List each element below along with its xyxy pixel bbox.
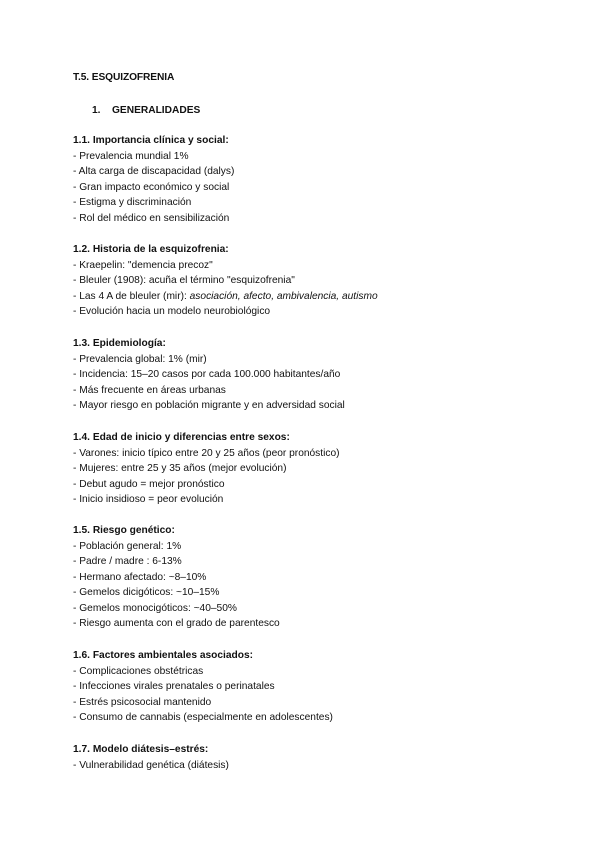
main-heading-label: GENERALIDADES (112, 105, 201, 116)
list-item: - Prevalencia global: 1% (mir) (73, 353, 207, 365)
list-item: - Población general: 1% (73, 540, 182, 552)
section-factores-ambientales (73, 648, 553, 726)
section-heading: 1.1. Importancia clínica y social: (73, 135, 229, 146)
list-item: - Estrés psicosocial mantenido (73, 696, 212, 708)
section-heading: 1.3. Epidemiología: (73, 338, 166, 349)
list-item: - Infecciones virales prenatales o perinatales (73, 681, 275, 692)
section-heading: 1.2. Historia de la esquizofrenia: (73, 244, 229, 255)
list-item: - Hermano afectado: ~8–10% (73, 571, 207, 583)
list-item: - Riesgo aumenta con el grado de parentesco (73, 618, 280, 629)
section-edad-inicio (73, 430, 553, 508)
list-item: - Rol del médico en sensibilización (73, 212, 230, 224)
section-heading: 1.7. Modelo diátesis–estrés: (73, 744, 209, 755)
list-item: - Más frecuente en áreas urbanas (73, 384, 226, 396)
list-item: - Gemelos monocigóticos: ~40–50% (73, 602, 237, 614)
list-item: - Prevalencia mundial 1% (73, 150, 189, 162)
list-item: - Kraepelin: "demencia precoz" (73, 259, 213, 271)
list-item: - Consumo de cannabis (especialmente en adolescentes) (73, 712, 333, 723)
section-heading: 1.4. Edad de inicio y diferencias entre sexos: (73, 432, 290, 443)
list-item: - Alta carga de discapacidad (dalys) (73, 166, 235, 177)
section-importancia (73, 133, 553, 226)
list-item: - Inicio insidioso = peor evolución (73, 494, 224, 505)
section-diatesis-estres (73, 742, 553, 773)
list-item: - Mujeres: entre 25 y 35 años (mejor evolución) (73, 463, 287, 474)
list-item: - Evolución hacia un modelo neurobiológico (73, 306, 271, 317)
section-epidemiologia (73, 336, 553, 414)
list-item: - Padre / madre : 6-13% (73, 556, 182, 567)
four-a-prefix: - Las 4 A de bleuler (mir): (73, 290, 190, 302)
section-heading: 1.5. Riesgo genético: (73, 525, 175, 536)
section-riesgo-genetico (73, 523, 553, 632)
four-a-terms: asociación, afecto, ambivalencia, autismo (189, 290, 378, 302)
list-item: - Incidencia: 15–20 casos por cada 100.000 habitantes/año (73, 369, 341, 380)
list-item: - Varones: inicio típico entre 20 y 25 años (peor pronóstico) (73, 447, 340, 459)
list-item-four-a (73, 289, 553, 305)
list-item: - Complicaciones obstétricas (73, 665, 204, 677)
list-item: - Estigma y discriminación (73, 197, 192, 208)
list-item: - Gemelos dicigóticos: ~10–15% (73, 587, 220, 598)
list-item: - Debut agudo = mejor pronóstico (73, 478, 225, 490)
main-heading (92, 105, 200, 116)
list-item: - Gran impacto económico y social (73, 181, 230, 193)
list-item: - Bleuler (1908): acuña el término "esquizofrenia" (73, 275, 295, 286)
main-heading-number: 1. (92, 105, 101, 116)
section-historia (73, 242, 553, 320)
list-item: - Mayor riesgo en población migrante y en adversidad social (73, 400, 345, 411)
list-item: - Vulnerabilidad genética (diátesis) (73, 759, 229, 771)
document-title: T.5. ESQUIZOFRENIA (73, 72, 175, 83)
section-heading: 1.6. Factores ambientales asociados: (73, 650, 254, 661)
